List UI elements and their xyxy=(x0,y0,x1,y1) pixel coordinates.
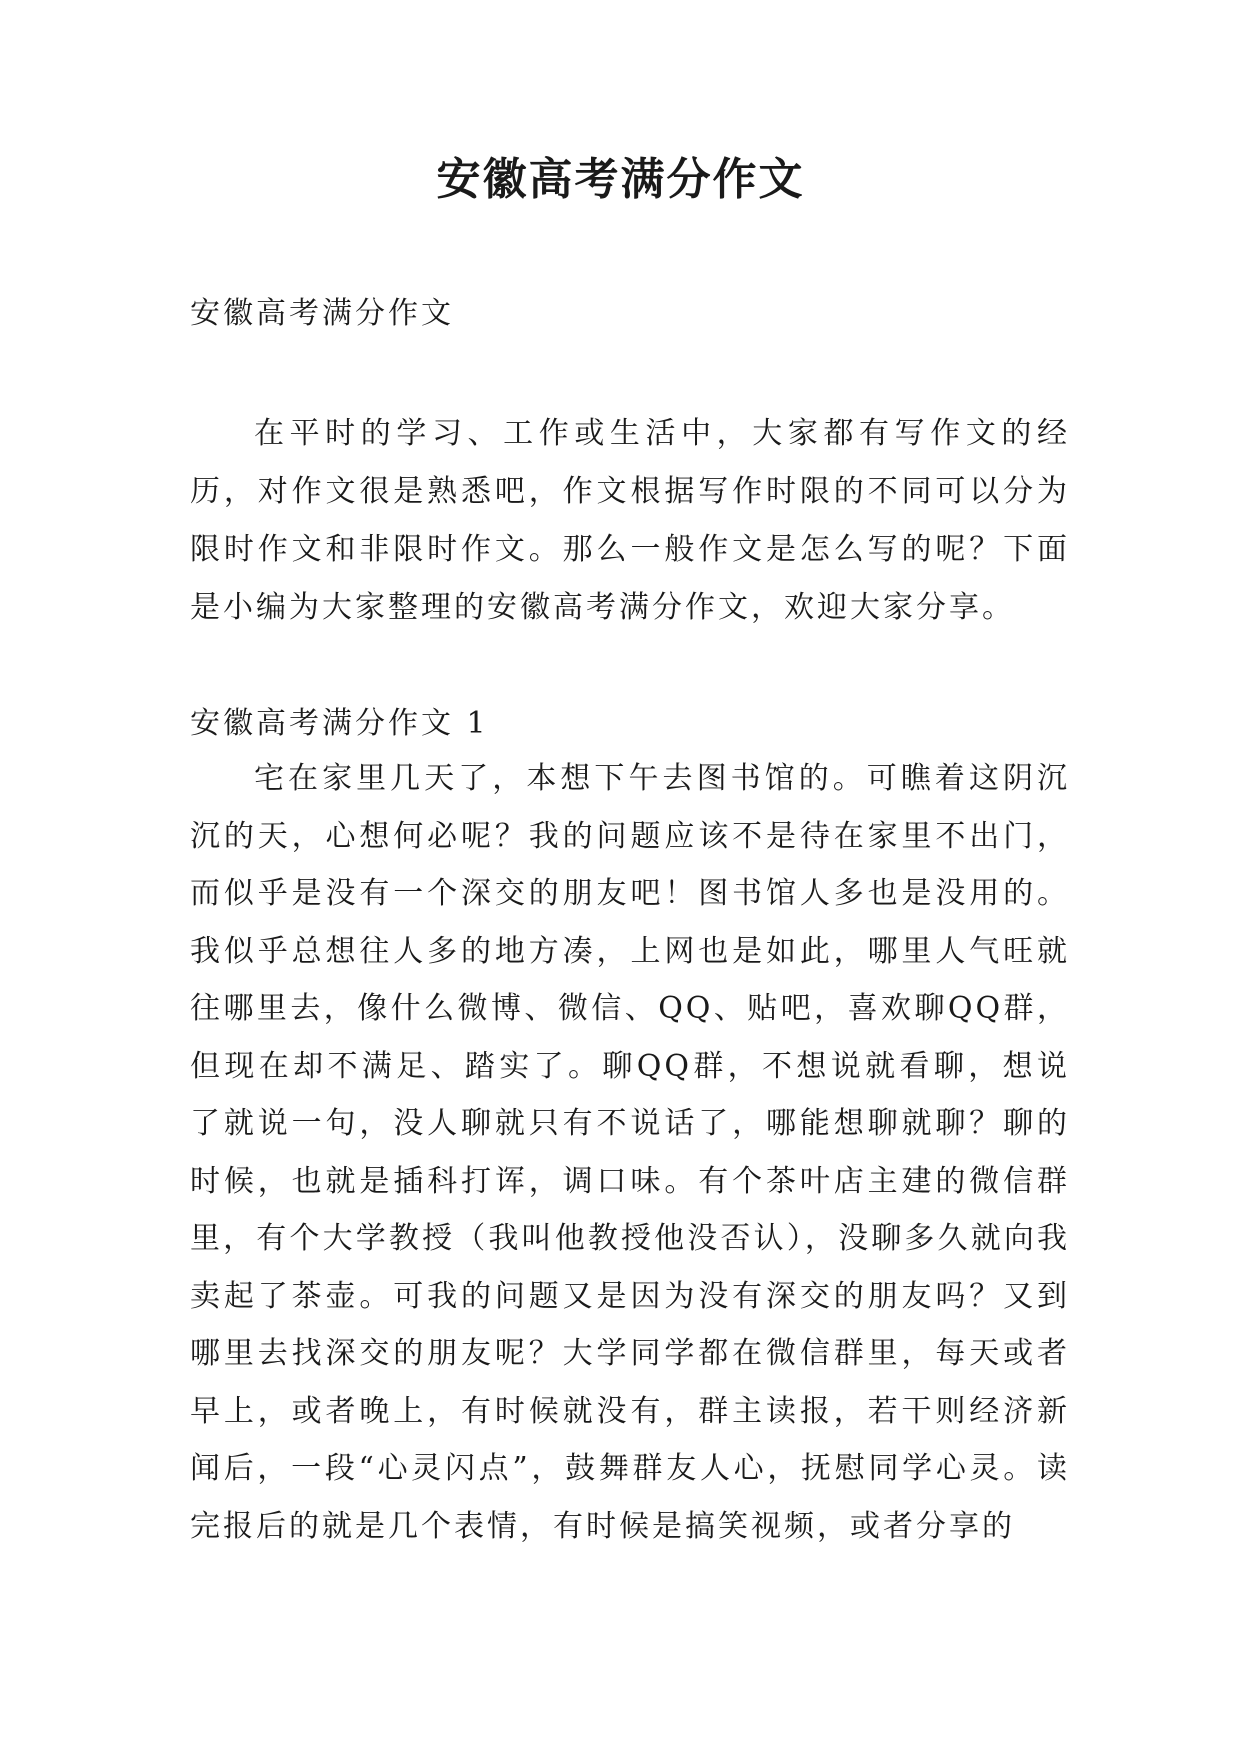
intro-paragraph: 在平时的学习、工作或生活中，大家都有写作文的经历，对作文很是熟悉吧，作文根据写作时限的不同可以分为限时作文和非限时作文。那么一般作文是怎么写的呢？下面是小编为大家整理的安徽高考满分作文，欢迎大家分享。 xyxy=(190,416,1070,625)
essay-paragraph: 宅在家里几天了，本想下午去图书馆的。可瞧着这阴沉沉的天，心想何必呢？我的问题应该不是待在家里不出门，而似乎是没有一个深交的朋友吧！图书馆人多也是没用的。我似乎总想往人多的地方凑，上网也是如此，哪里人气旺就往哪里去，像什么微博、微信、QQ、贴吧，喜欢聊QQ群，但现在却不满足、踏实了。聊QQ群，不想说就看聊，想说了就说一句，没人聊就只有不说话了，哪能想聊就聊？聊的时候，也就是插科打诨，调口味。有个茶叶店主建的微信群里，有个大学教授（我叫他教授他没否认），没聊多久就向我卖起了茶壶。可我的问题又是因为没有深交的朋友吗？又到哪里去找深交的朋友呢？大学同学都在微信群里，每天或者早上，或者晚上，有时候就没有，群主读报，若干则经济新闻后，一段“心灵闪点”，鼓舞群友人心，抚慰同学心灵。读完报后的就是几个表情，有时候是搞笑视频，或者分享的 xyxy=(190,761,1070,1544)
document-subtitle: 安徽高考满分作文 xyxy=(190,296,454,331)
section-heading: 安徽高考满分作文 1 xyxy=(190,706,489,741)
document-title: 安徽高考满分作文 xyxy=(436,154,805,205)
